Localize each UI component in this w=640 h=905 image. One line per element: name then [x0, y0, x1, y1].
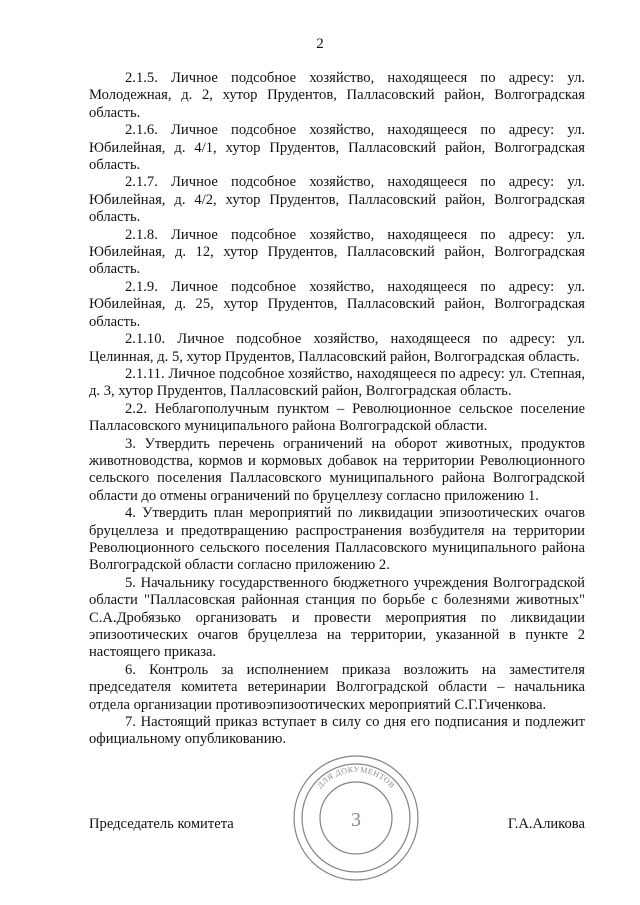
signatory-name: Г.А.Аликова	[507, 816, 585, 832]
paragraph-2-2: 2.2. Неблагополучным пунктом – Революционное сельское поселение Палласовского муниципального района Волгоградской области.	[89, 400, 585, 435]
paragraph-5: 5. Начальнику государственного бюджетного учреждения Волгоградской области "Палласовская районная станция по борьбе с болезнями животных" С.А.Дробязько организовать и провести мероприятия по ликвидации эпизоотических очагов бруцеллеза на территории, указанной в пункте 2 настоящего приказа.	[89, 574, 585, 661]
paragraph-3: 3. Утвердить перечень ограничений на оборот животных, продуктов животноводства, кормов и кормовых добавок на территории Революционного сельского поселения Палласовского муниципального района Волгоградской области до отмены ограничений по бруцеллезу согласно приложению 1.	[89, 435, 585, 504]
official-seal-stamp	[290, 752, 422, 884]
paragraph-2-1-10: 2.1.10. Личное подсобное хозяйство, находящееся по адресу: ул. Целинная, д. 5, хутор Прудентов, Палласовский район, Волгоградская область.	[89, 331, 585, 365]
paragraph-2-1-11: 2.1.11. Личное подсобное хозяйство, находящееся по адресу: ул. Степная, д. 3, хутор Прудентов, Палласовский район, Волгоградская область.	[89, 365, 585, 400]
paragraph-6: 6. Контроль за исполнением приказа возложить на заместителя председателя комитета ветеринарии Волгоградской области – начальника отдела организации противоэпизоотических мероприятий С.Г.Гиченкова.	[89, 661, 585, 713]
paragraph-2-1-5: 2.1.5. Личное подсобное хозяйство, находящееся по адресу: ул. Молодежная, д. 2, хутор Прудентов, Палласовский район, Волгоградская область.	[89, 70, 585, 121]
document-body	[89, 70, 585, 749]
paragraph-2-1-6: 2.1.6. Личное подсобное хозяйство, находящееся по адресу: ул. Юбилейная, д. 4/1, хутор Прудентов, Палласовский район, Волгоградская область.	[89, 122, 585, 174]
paragraph-7: 7. Настоящий приказ вступает в силу со дня его подписания и подлежит официальному опубликованию.	[89, 714, 585, 748]
stamp-number: 3	[351, 809, 361, 831]
paragraph-2-1-8: 2.1.8. Личное подсобное хозяйство, находящееся по адресу: ул. Юбилейная, д. 12, хутор Прудентов, Палласовский район, Волгоградская область.	[89, 226, 585, 278]
paragraph-4: 4. Утвердить план мероприятий по ликвидации эпизоотических очагов бруцеллеза и предотвращению распространения возбудителя на территории Революционного сельского поселения Палласовского муниципального района Волгоградской области согласно приложению 2.	[89, 505, 585, 574]
paragraph-2-1-9: 2.1.9. Личное подсобное хозяйство, находящееся по адресу: ул. Юбилейная, д. 25, хутор Прудентов, Палласовский район, Волгоградская область.	[89, 278, 585, 330]
paragraph-2-1-7: 2.1.7. Личное подсобное хозяйство, находящееся по адресу: ул. Юбилейная, д. 4/2, хутор Прудентов, Палласовский район, Волгоградская область.	[89, 174, 585, 226]
signatory-position: Председатель комитета	[89, 816, 234, 832]
stamp-inner-text: ДЛЯ ДОКУМЕНТОВ	[315, 764, 397, 791]
page-number: 2	[316, 36, 324, 52]
